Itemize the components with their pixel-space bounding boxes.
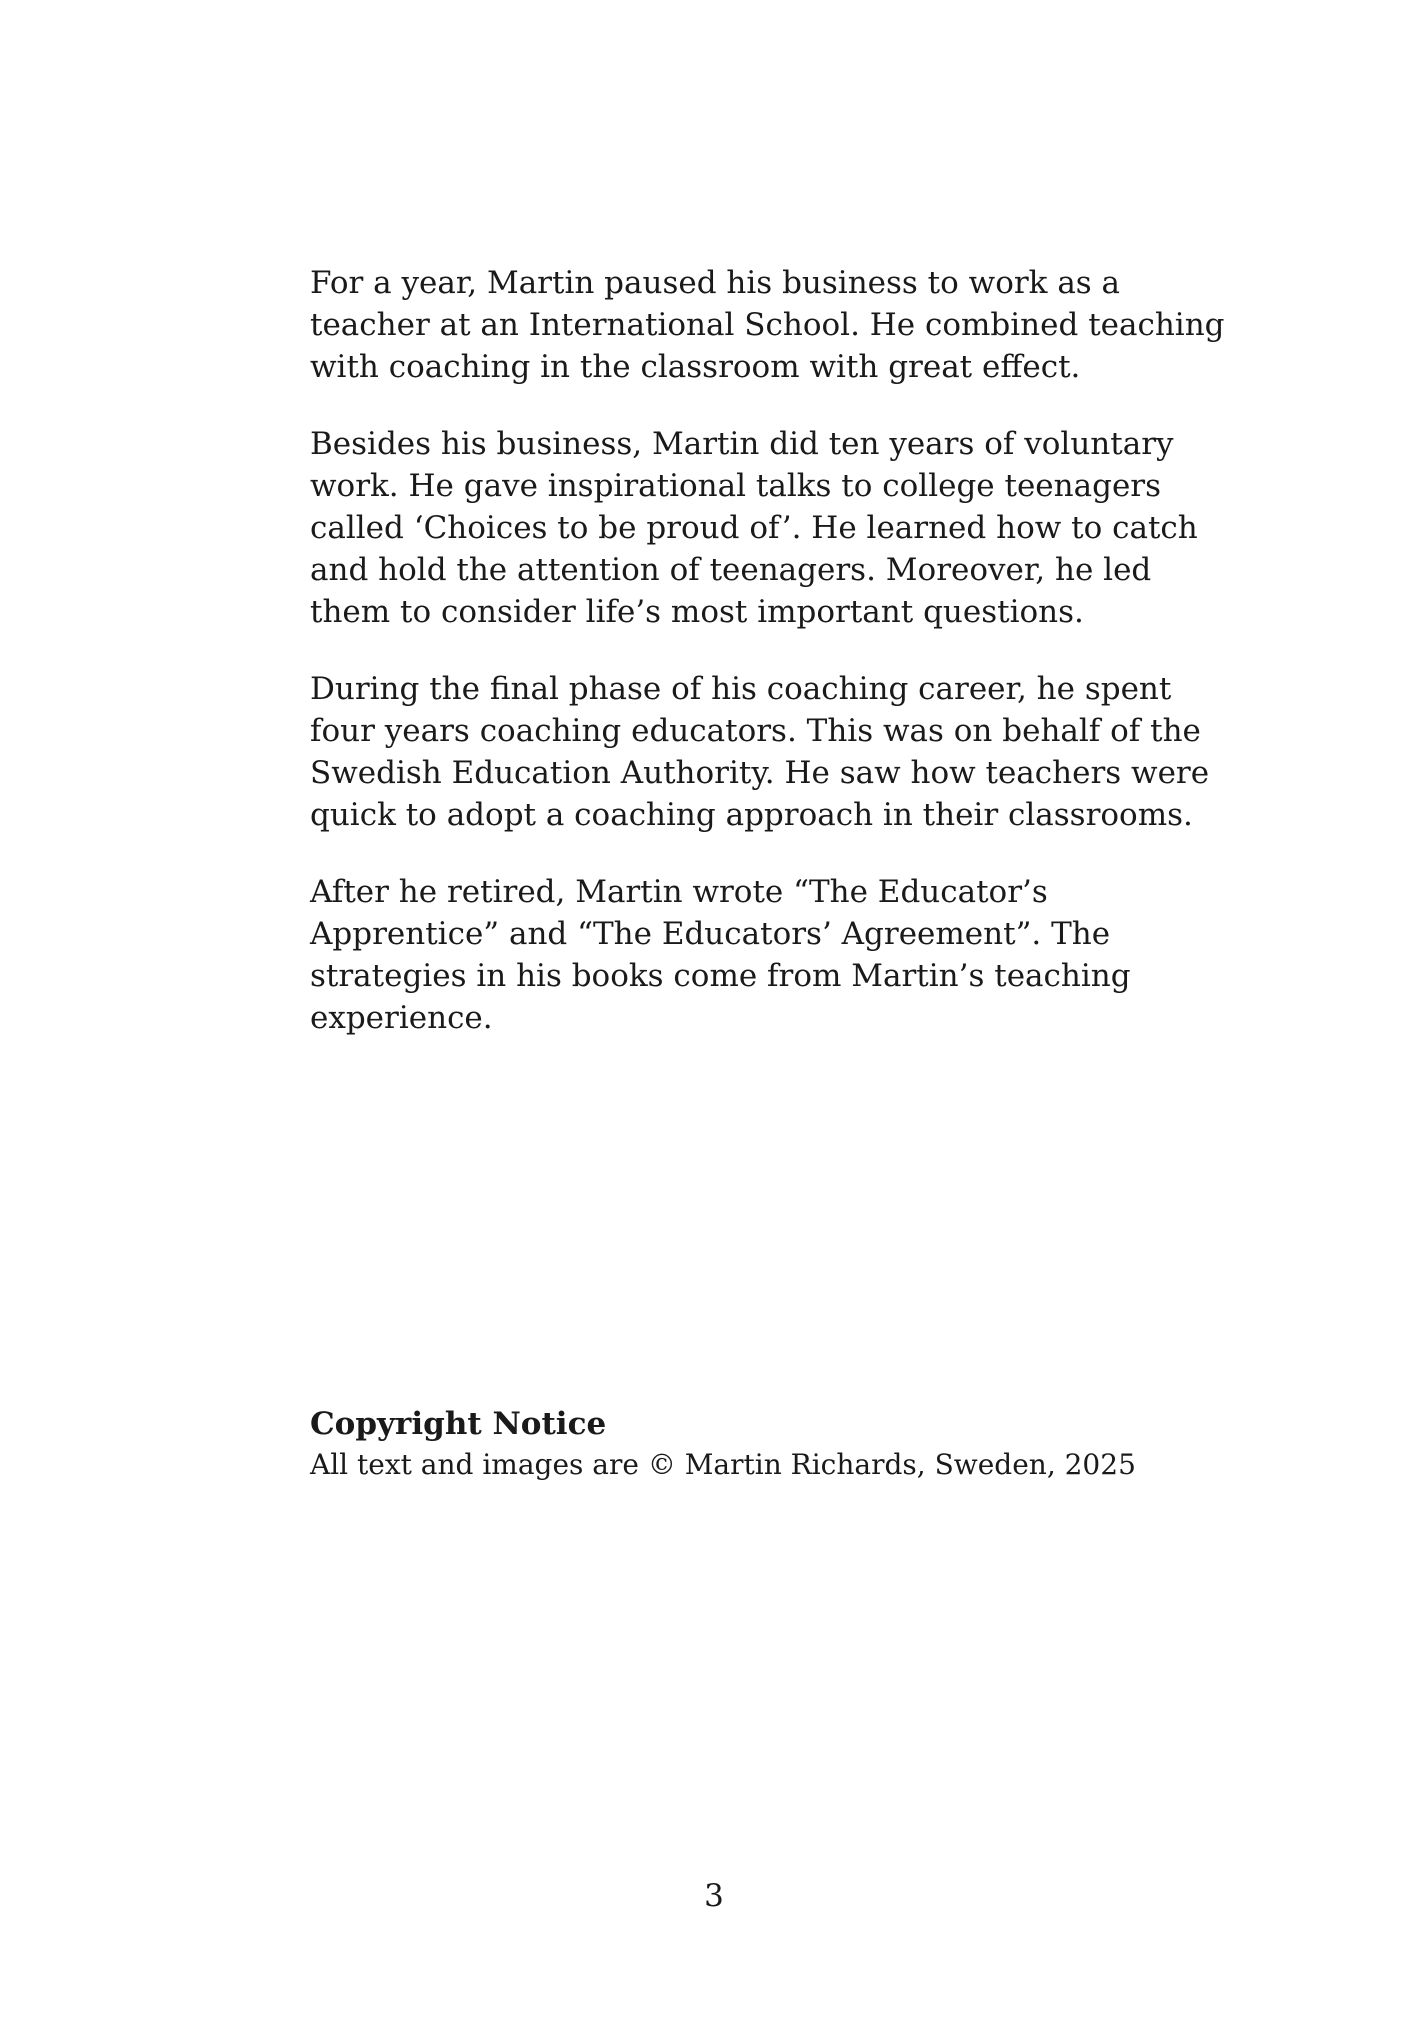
paragraph-voluntary-work: Besides his business, Martin did ten years of voluntary work. He gave inspirational talks to college teenagers called ‘Choices to be proud of’. He learned how to catch and hold the attention of teenagers. Moreover, he led them to consider life’s most important questions. [310, 426, 1198, 630]
paragraph-coaching-educators: During the final phase of his coaching career, he spent four years coaching educators. This was on behalf of the Swedish Education Authority. He saw how teachers were quick to adopt a coaching approach in their classrooms. [310, 671, 1210, 833]
body-text [310, 262, 1230, 1074]
paragraph-international-school: For a year, Martin paused his business to work as a teacher at an International School. He combined teaching with coaching in the classroom with great effect. [310, 265, 1225, 385]
copyright-title: Copyright Notice [310, 1406, 607, 1442]
paragraph-books: After he retired, Martin wrote “The Educator’s Apprentice” and “The Educators’ Agreement”. The strategies in his books come from Martin’s teaching experience. [310, 874, 1131, 1036]
copyright-section [310, 1403, 1230, 1485]
page-number: 3 [704, 1878, 724, 1914]
copyright-text: All text and images are © Martin Richards, Sweden, 2025 [310, 1448, 1136, 1481]
